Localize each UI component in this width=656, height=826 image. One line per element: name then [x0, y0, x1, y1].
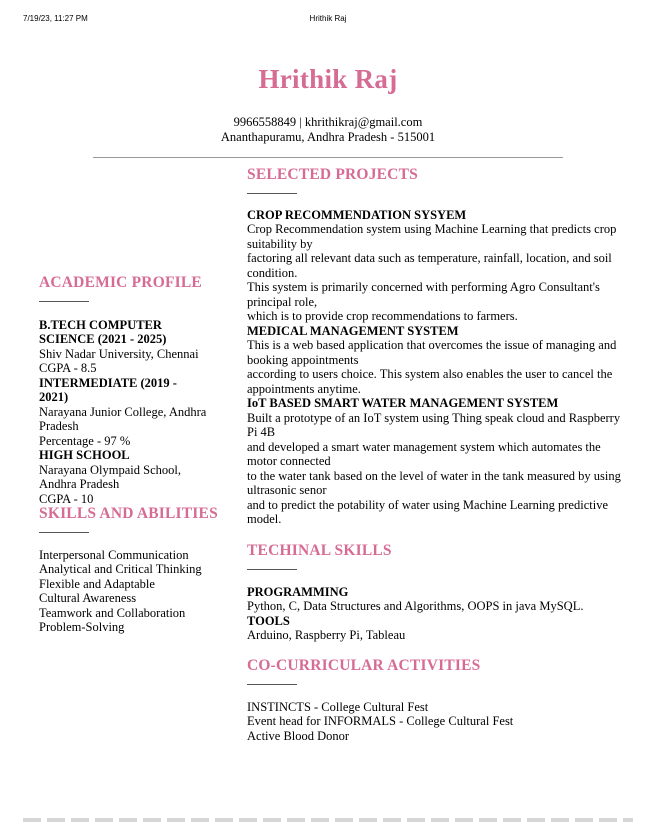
academic-entry-heading: HIGH SCHOOL — [39, 448, 130, 462]
academic-entry-line: Narayana Junior College, Andhra Pradesh — [39, 404, 207, 433]
activity-item: Active Blood Donor — [247, 728, 350, 743]
academic-entry — [39, 448, 209, 506]
academic-entry-line: CGPA - 10 — [39, 491, 94, 506]
contact-info — [0, 115, 656, 145]
projects-section — [247, 168, 622, 527]
project-line: according to users choice. This system also enables the user to cancel the appointments anytime. — [247, 367, 613, 396]
projects-title: SELECTED PROJECTS — [247, 166, 418, 183]
skill-item: Problem-Solving — [39, 620, 125, 634]
academic-profile-section — [39, 276, 209, 506]
skill-item: Teamwork and Collaboration — [39, 605, 186, 620]
print-datetime: 7/19/23, 11:27 PM — [23, 14, 88, 23]
tech-group-text: Arduino, Raspberry Pi, Tableau — [247, 628, 406, 642]
project-heading: CROP RECOMMENDATION SYSYEM — [247, 207, 467, 222]
academic-entry — [39, 376, 209, 449]
print-page-title: Hrithik Raj — [309, 14, 347, 23]
project-heading: MEDICAL MANAGEMENT SYSTEM — [247, 323, 459, 338]
tech-group-heading: PROGRAMMING — [247, 584, 349, 599]
project-line: This is a web based application that overcomes the issue of managing and booking appointments — [247, 338, 617, 367]
section-rule — [247, 569, 297, 570]
tech-group-text: Python, C, Data Structures and Algorithms, OOPS in java MySQL. — [247, 599, 584, 613]
project-heading: IoT BASED SMART WATER MANAGEMENT SYSTEM — [247, 396, 559, 410]
section-rule — [39, 532, 89, 533]
technical-skills-title: TECHINAL SKILLS — [247, 542, 392, 559]
project-line: to the water tank based on the level of water in the tank measured by using ultrasonic senor — [247, 468, 621, 497]
skill-item: Flexible and Adaptable — [39, 576, 155, 591]
academic-entry-heading: B.TECH COMPUTER SCIENCE (2021 - 2025) — [39, 317, 167, 346]
skill-item: Interpersonal Communication — [39, 547, 189, 562]
project-line: Built a prototype of an IoT system using Thing speak cloud and Raspberry Pi 4B — [247, 410, 621, 439]
academic-entry-line: Shiv Nadar University, Chennai — [39, 346, 199, 361]
academic-entry-heading: INTERMEDIATE (2019 - 2021) — [39, 375, 177, 404]
contact-address: Ananthapuramu, Andhra Pradesh - 515001 — [220, 130, 436, 144]
section-rule — [247, 193, 297, 194]
section-rule — [247, 684, 297, 685]
academic-profile-title: ACADEMIC PROFILE — [39, 274, 202, 291]
project-line: and developed a smart water management system which automates the motor connected — [247, 439, 601, 468]
contact-phone-email: 9966558849 | khrithikraj@gmail.com — [233, 115, 423, 129]
project-item — [247, 396, 622, 527]
skills-section — [39, 507, 224, 635]
activity-item: Event head for INFORMALS - College Cultural Fest — [247, 714, 514, 728]
academic-entry-line: CGPA - 8.5 — [39, 361, 97, 375]
skill-item: Cultural Awareness — [39, 591, 137, 605]
project-line: factoring all relevant data such as temperature, rainfall, location, and soil condition. — [247, 251, 612, 280]
skill-item: Analytical and Critical Thinking — [39, 562, 202, 576]
project-line: This system is primarily concerned with performing Agro Consultant's principal role, — [247, 280, 600, 309]
header-divider — [93, 157, 563, 158]
academic-entry-line: Percentage - 97 % — [39, 433, 131, 448]
skills-title: SKILLS AND ABILITIES — [39, 505, 218, 522]
project-line: which is to provide crop recommendations to farmers. — [247, 309, 518, 323]
print-footer — [23, 818, 633, 822]
tech-group-heading: TOOLS — [247, 613, 290, 628]
academic-entry-line: Narayana Olympaid School, Andhra Pradesh — [39, 462, 181, 491]
project-line: Crop Recommendation system using Machine Learning that predicts crop suitability by — [247, 222, 617, 251]
project-item — [247, 208, 622, 324]
academic-entry — [39, 318, 209, 376]
cocurricular-section — [247, 659, 622, 743]
activity-item: INSTINCTS - College Cultural Fest — [247, 699, 429, 714]
project-item — [247, 324, 622, 397]
resume-name: Hrithik Raj — [258, 64, 398, 94]
section-rule — [39, 301, 89, 302]
project-line: and to predict the potability of water using Machine Learning predictive model. — [247, 497, 608, 526]
cocurricular-title: CO-CURRICULAR ACTIVITIES — [247, 657, 481, 674]
technical-skills-section — [247, 544, 622, 643]
